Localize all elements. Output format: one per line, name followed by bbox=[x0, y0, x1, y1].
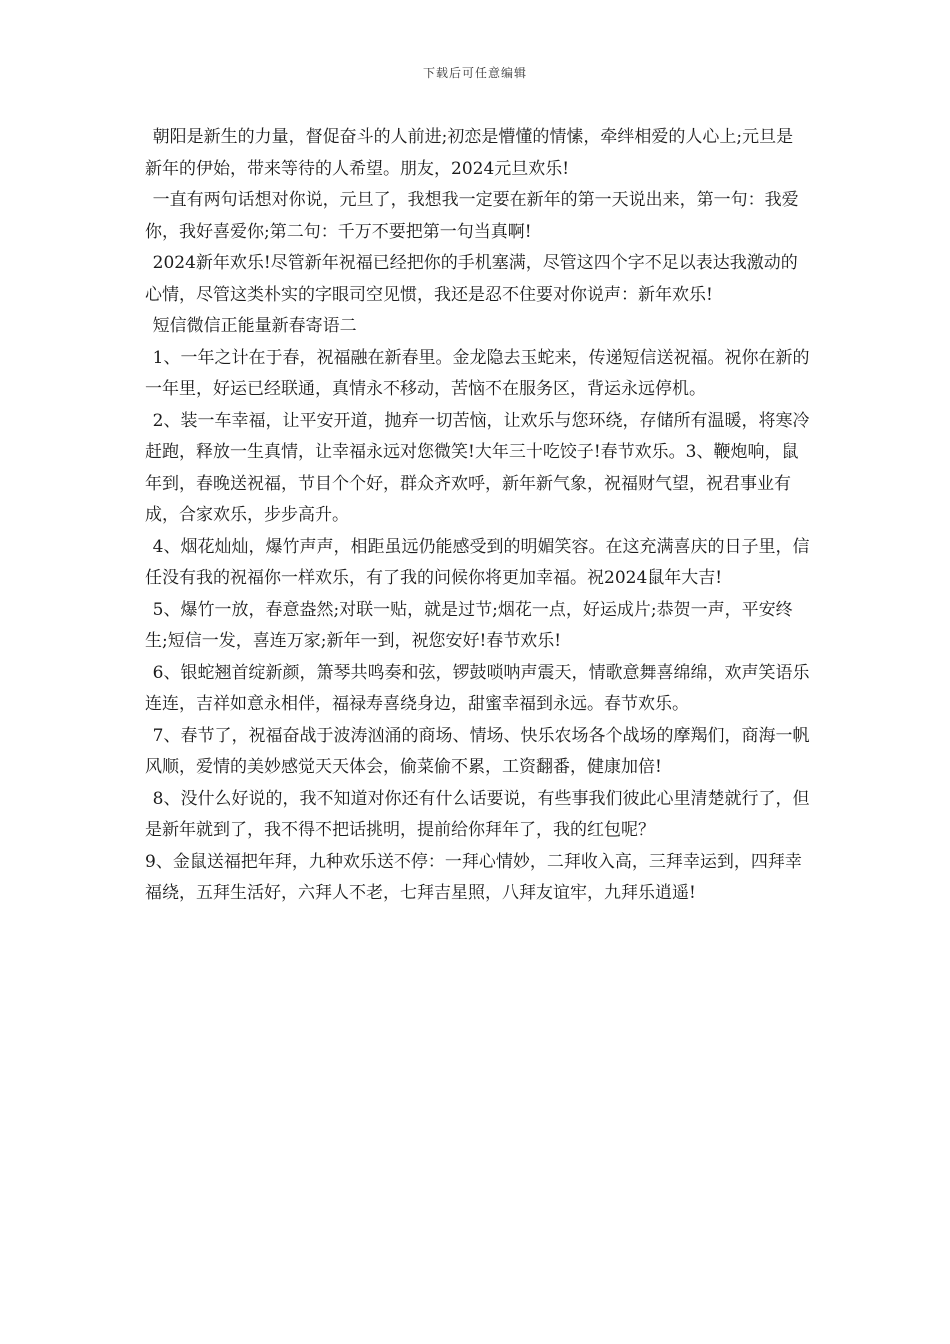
paragraph: 4、烟花灿灿，爆竹声声，相距虽远仍能感受到的明媚笑容。在这充满喜庆的日子里，信任没有我的祝福你一样欢乐，有了我的问候你将更加幸福。祝2024鼠年大吉! bbox=[145, 536, 810, 588]
paragraph: 2024新年欢乐!尽管新年祝福已经把你的手机塞满，尽管这四个字不足以表达我激动的心情，尽管这类朴实的字眼司空见惯，我还是忍不住要对你说声：新年欢乐! bbox=[145, 253, 798, 305]
paragraph: 1、一年之计在于春，祝福融在新春里。金龙隐去玉蛇来，传递短信送祝福。祝你在新的一年里，好运已经联通，真情永不移动，苦恼不在服务区，背运永远停机。 bbox=[145, 347, 810, 399]
paragraph: 8、没什么好说的，我不知道对你还有什么话要说，有些事我们彼此心里清楚就行了，但是新年就到了，我不得不把话挑明，提前给你拜年了，我的红包呢？ bbox=[145, 788, 810, 840]
paragraph: 9、金鼠送福把年拜，九种欢乐送不停：一拜心情妙，二拜收入高，三拜幸运到，四拜幸福绕，五拜生活好，六拜人不老，七拜吉星照，八拜友谊牢，九拜乐逍遥! bbox=[145, 851, 802, 903]
paragraph: 5、爆竹一放，春意盎然;对联一贴，就是过节;烟花一点，好运成片;恭贺一声，平安终生;短信一发，喜连万家;新年一到，祝您安好!春节欢乐! bbox=[145, 599, 793, 651]
document-body bbox=[145, 122, 810, 910]
paragraph: 2、装一车幸福，让平安开道，抛弃一切苦恼，让欢乐与您环绕，存储所有温暖，将寒冷赶跑，释放一生真情，让幸福永远对您微笑!大年三十吃饺子!春节欢乐。3、鞭炮响，鼠年到，春晚送祝福，节目个个好，群众齐欢呼，新年新气象，祝福财气望，祝君事业有成，合家欢乐，步步高升。 bbox=[145, 410, 810, 525]
paragraph: 6、银蛇翘首绽新颜，箫琴共鸣奏和弦，锣鼓唢呐声震天，情歌意舞喜绵绵，欢声笑语乐连连，吉祥如意永相伴，福禄寿喜绕身边，甜蜜幸福到永远。春节欢乐。 bbox=[145, 662, 810, 714]
paragraph: 7、春节了，祝福奋战于波涛汹涌的商场、情场、快乐农场各个战场的摩羯们，商海一帆风顺，爱情的美妙感觉天天体会，偷菜偷不累，工资翻番，健康加倍! bbox=[145, 725, 810, 777]
paragraph: 朝阳是新生的力量，督促奋斗的人前进;初恋是懵懂的情愫，牵绊相爱的人心上;元旦是新年的伊始，带来等待的人希望。朋友，2024元旦欢乐! bbox=[145, 127, 794, 179]
paragraph: 一直有两句话想对你说，元旦了，我想我一定要在新年的第一天说出来，第一句：我爱你，我好喜爱你;第二句：千万不要把第一句当真啊! bbox=[145, 190, 799, 242]
page-header: 下载后可任意编辑 bbox=[422, 66, 527, 80]
section-heading: 短信微信正能量新春寄语二 bbox=[152, 316, 357, 336]
